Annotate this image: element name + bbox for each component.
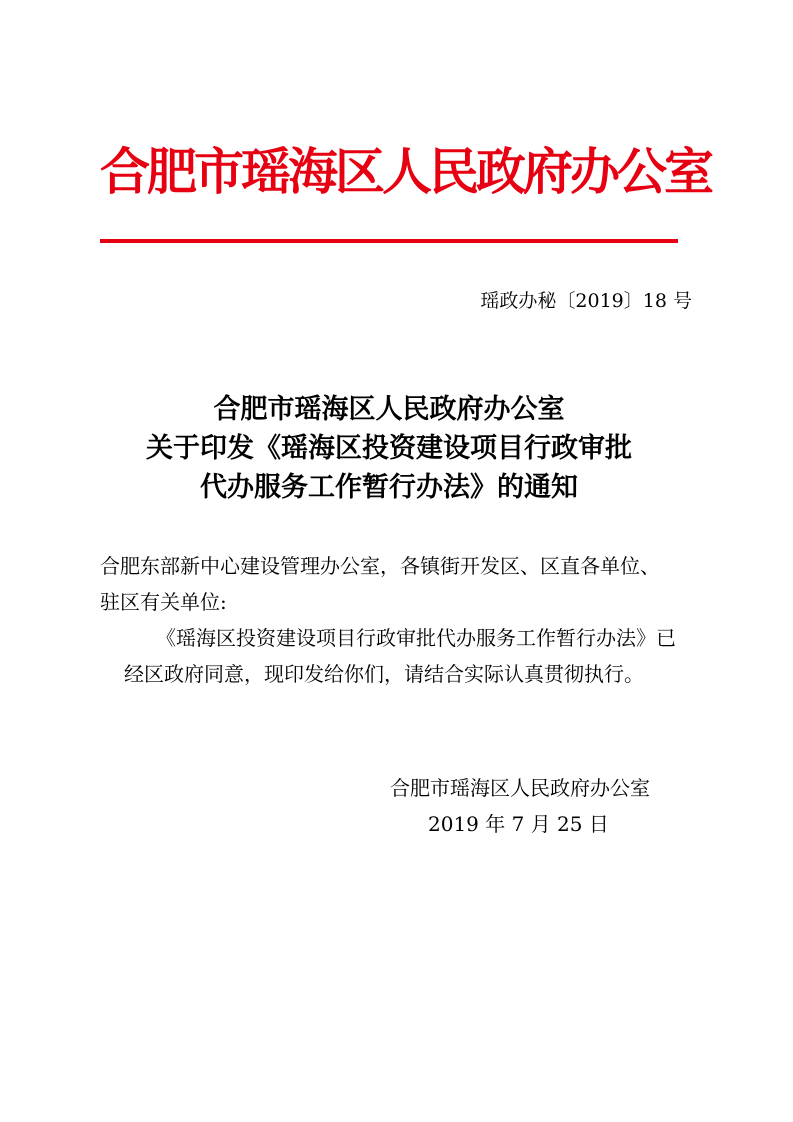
content-line-1: 《瑶海区投资建设项目行政审批代办服务工作暂行办法》已	[156, 626, 676, 650]
recipients-line-2: 驻区有关单位:	[100, 590, 227, 614]
signature-date: 2019 年 7 月 25 日	[428, 812, 609, 836]
title-line-3: 代办服务工作暂行办法》的通知	[200, 472, 578, 503]
document-title	[100, 390, 678, 507]
red-header-org-name: 合肥市瑶海区人民政府办公室	[100, 143, 711, 201]
signature-block	[390, 770, 680, 842]
document-body	[100, 548, 700, 692]
title-line-2: 关于印发《瑶海区投资建设项目行政审批	[146, 433, 632, 464]
document-number: 瑶政办秘〔2019〕18 号	[480, 290, 692, 312]
content-line-2: 经区政府同意，现印发给你们，请结合实际认真贯彻执行。	[124, 662, 644, 686]
signature-issuer: 合肥市瑶海区人民政府办公室	[390, 776, 650, 800]
red-header-rule	[100, 239, 678, 243]
recipients-line-1: 合肥东部新中心建设管理办公室，各镇街开发区、区直各单位、	[100, 554, 660, 578]
title-line-1: 合肥市瑶海区人民政府办公室	[213, 394, 565, 425]
